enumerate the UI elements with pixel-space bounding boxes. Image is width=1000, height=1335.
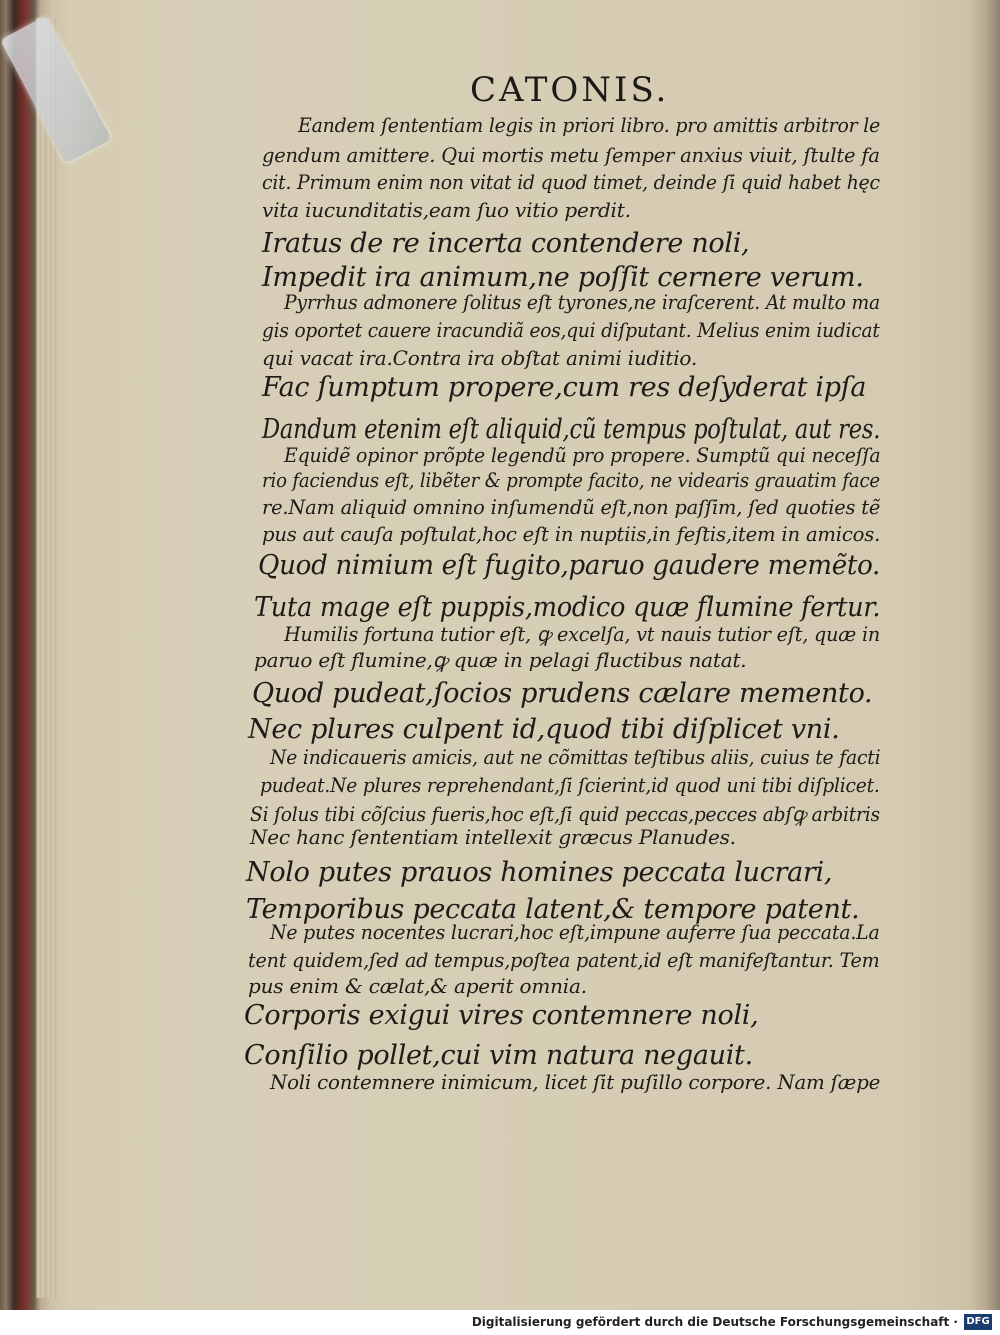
commentary-line: Humilis fortuna tutior eſt, ꝙ excelſa, vt nauis tutior eſt, quæ in	[284, 622, 881, 646]
footer-bar	[0, 1310, 1000, 1335]
running-header: CATONIS.	[470, 70, 670, 110]
dfg-logo: DFG	[964, 1314, 992, 1330]
commentary-line: qui vacat ira.Contra ira obſtat animi iuditio.	[262, 346, 698, 370]
commentary-line: paruo eſt flumine,ꝙ quæ in pelagi fluctibus natat.	[254, 648, 747, 672]
commentary-line: pudeat.Ne plures reprehendant,ſi ſcierint,id quod uni tibi diſplicet.	[260, 773, 880, 797]
verse-line: Quod nimium eſt fugito,paruo gaudere memẽto.	[258, 550, 881, 581]
commentary-line: gis oportet cauere iracundiã eos,qui diſputant. Melius enim iudicat	[262, 318, 880, 342]
commentary-line: pus enim & cælat,& aperit omnia.	[248, 974, 587, 998]
verse-line: Iratus de re incerta contendere noli,	[262, 228, 750, 259]
verse-line: Nec plures culpent id,quod tibi diſplicet vni.	[248, 714, 840, 745]
page-stack-edge	[36, 18, 59, 1298]
commentary-line: cit. Primum enim non vitat id quod timet, deinde ſi quid habet hęc	[262, 170, 880, 194]
commentary-line: Equidẽ opinor prõpte legendũ pro propere. Sumptũ qui neceſſa	[284, 443, 881, 467]
commentary-line: re.Nam aliquid omnino inſumendũ eſt,non paſſim, ſed quoties tẽ	[262, 495, 881, 519]
commentary-line: Pyrrhus admonere ſolitus eſt tyrones,ne iraſcerent. At multo ma	[284, 290, 881, 314]
commentary-line: pus aut cauſa poſtulat,hoc eſt in nuptiis,in feſtis,item in amicos.	[262, 522, 881, 546]
verse-line: Tuta mage eſt puppis,modico quæ flumine fertur.	[254, 592, 881, 623]
verse-line: Impedit ira animum,ne poſſit cernere verum.	[262, 262, 864, 293]
commentary-line: tent quidem,ſed ad tempus,poſtea patent,id eſt manifeſtantur. Tem	[248, 948, 880, 972]
commentary-line: Noli contemnere inimicum, licet ſit puſillo corpore. Nam ſæpe	[270, 1070, 881, 1094]
verse-line: Fac ſumptum propere,cum res deſyderat ipſa	[262, 372, 867, 403]
commentary-line: vita iucunditatis,eam ſuo vitio perdit.	[262, 198, 631, 222]
commentary-line: Nec hanc ſententiam intellexit græcus Planudes.	[250, 825, 736, 849]
commentary-line: Ne putes nocentes lucrari,hoc eſt,impune auferre ſua peccata.La	[270, 920, 880, 944]
footer-credit: Digitalisierung gefördert durch die Deutsche Forschungsgemeinschaft ·	[471, 1315, 958, 1329]
commentary-line: Ne indicaueris amicis, aut ne cõmittas teſtibus aliis, cuius te facti	[270, 745, 881, 769]
verse-line: Corporis exigui vires contemnere noli,	[244, 1000, 759, 1031]
commentary-line: Si ſolus tibi cõſcius fueris,hoc eſt,ſi quid peccas,pecces abſꝙ arbitris	[250, 802, 880, 826]
commentary-line: rio faciendus eſt, libẽter & prompte facito, ne videaris grauatim face	[262, 468, 880, 492]
commentary-line: Eandem ſententiam legis in priori libro. pro amittis arbitror le	[298, 113, 881, 137]
verse-line: Conſilio pollet,cui vim natura negauit.	[244, 1040, 753, 1071]
verse-line: Dandum etenim eſt aliquid,cũ tempus poſtulat, aut res.	[262, 414, 881, 445]
verse-line: Quod pudeat,ſocios prudens cælare memento.	[252, 678, 873, 709]
commentary-line: gendum amittere. Qui mortis metu ſemper anxius viuit, ſtulte fa	[262, 143, 880, 167]
verse-line: Nolo putes prauos homines peccata lucrari,	[246, 857, 833, 888]
verse-line: Temporibus peccata latent,& tempore patent.	[246, 894, 860, 925]
